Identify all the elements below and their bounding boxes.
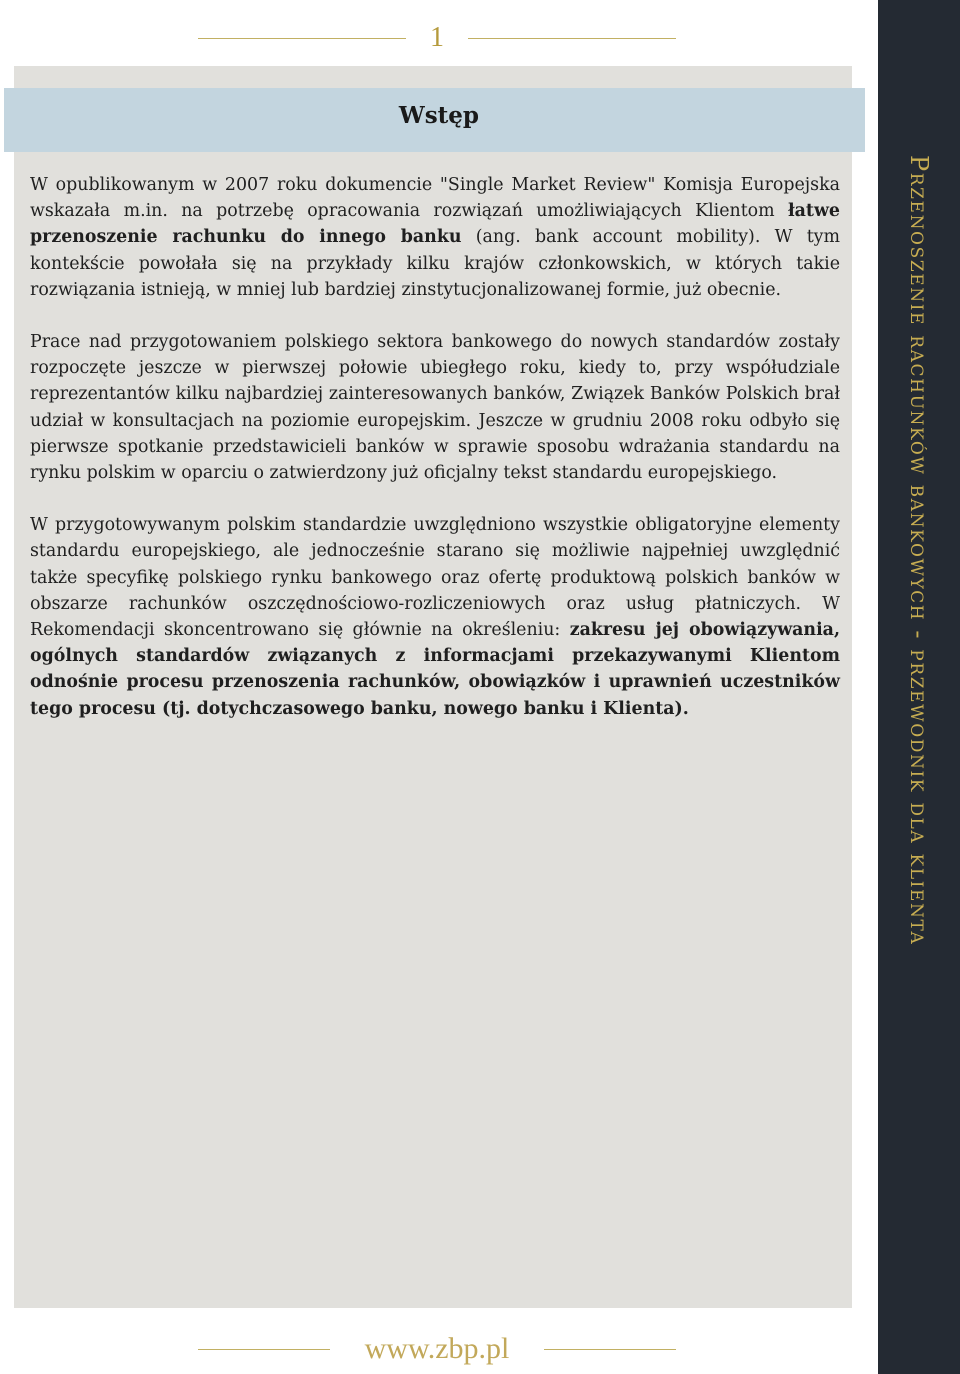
sidebar-title — [878, 0, 960, 1374]
footer-rule-left — [198, 1349, 330, 1350]
paragraph — [30, 172, 840, 303]
page-number-rule-left — [198, 38, 406, 39]
page-number-row — [198, 18, 676, 58]
body-text — [30, 172, 840, 748]
section-title-bar — [4, 88, 865, 152]
sidebar-title-text: Przenoszenie rachunków bankowych - przewodnik dla klienta — [905, 155, 933, 946]
footer-rule-right — [544, 1349, 676, 1350]
footer-row — [198, 1328, 676, 1370]
paragraph — [30, 512, 840, 722]
text-run: Prace nad przygotowaniem polskiego sektora bankowego do nowych standardów zostały rozpoczęte jeszcze w pierwszej połowie ubiegłego roku, kiedy to, przy współudziale reprezentantów kilku najbardziej zainteresowanych banków, Związek Banków Polskich brał udział w konsultacjach na poziomie europejskim. Jeszcze w grudniu 2008 roku odbyło się pierwsze spotkanie przedstawicieli banków w sprawie sposobu wdrażania standardu na rynku polskim w oparciu o zatwierdzony już oficjalny tekst standardu europejskiego. — [30, 332, 840, 484]
bold-text-run: łatwe przenoszenie rachunku do innego banku — [30, 201, 840, 248]
footer-url[interactable]: www.zbp.pl — [364, 1332, 510, 1365]
text-run: (ang. bank account mobility). W tym kontekście powołała się na przykłady kilku krajów członkowskich, w których takie rozwiązania istnieją, w mniej lub bardziej zinstytucjonalizowanej formie, już obecnie. — [30, 227, 841, 300]
bold-text-run: zakresu jej obowiązywania, ogólnych standardów związanych z informacjami przekazywanymi Klientom odnośnie procesu przenoszenia rachunków, obowiązków i uprawnień uczestników tego procesu (tj. dotychczasowego banku, nowego banku i Klienta). — [30, 620, 841, 719]
page-number: 1 — [430, 22, 444, 53]
text-run: W opublikowanym w 2007 roku dokumencie "Single Market Review" Komisja Europejska wskazała m.in. na potrzebę opracowania rozwiązań umożliwiających Klientom — [30, 175, 840, 222]
page-number-rule-right — [468, 38, 676, 39]
sidebar — [878, 0, 960, 1374]
paragraph — [30, 329, 840, 486]
text-run: W przygotowywanym polskim standardzie uwzględniono wszystkie obligatoryjne elementy standardu europejskiego, ale jednocześnie starano się możliwie najpełniej uwzględnić także specyfikę polskiego rynku bankowego oraz ofertę produktową polskich banków w obszarze rachunków oszczędnościowo-rozliczeniowych oraz usług płatniczych. W Rekomendacji skoncentrowano się głównie na określeniu: — [30, 515, 840, 641]
section-title: Wstęp — [398, 102, 479, 129]
